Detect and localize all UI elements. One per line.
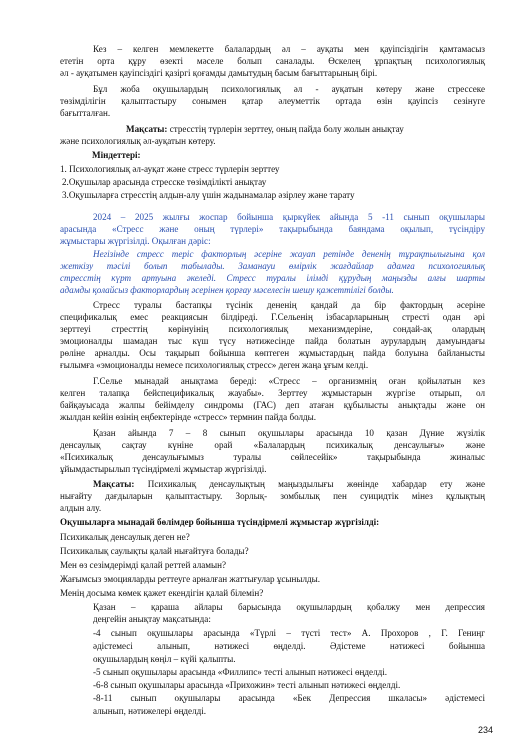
task-item-2: 2.Оқушылар арасында стресске төзімділікті анықтау (62, 177, 267, 187)
test-line-5: -6-8 сынып оқушылары арасында «Прихожин» тесті алынып нәтижесі өңделді. (93, 680, 401, 690)
p3-line-2: спецификалық емес реакциясын білдіреді. Г.Сельенің ізбасарларының стресті одан әрі (60, 312, 485, 322)
goal-line (126, 124, 404, 135)
question-item-2: Психикалық саулықты қалай нығайтуға болады? (60, 546, 249, 556)
question-item-4: Жағымсыз эмоцияларды реттеуге арналған жаттығулар ұсынылды. (60, 574, 321, 584)
italic-line-2: жеткізу тәсілі болып табылады. Заманауи өмірлік жағдайлар адамға психологиялық (60, 261, 485, 271)
test-line-1: -4 сынып оқушылары арасында «Түрлі – түсті тест» А. Прохоров , Г. Гениңг (93, 628, 485, 638)
p6-goal-text: Психикалық денсаулықтың маңыздылығы жөнінде хабардар ету және (134, 479, 485, 489)
task-item-1: 1. Психологиялық әл-ауқат және стресс түрлерін зерттеу (60, 164, 280, 174)
p6-line-2: нығайту дағдыларын қалыптастыру. Зорлық- зомбылық пен суицидтік мінез құлықтың (60, 491, 485, 501)
p2-line-2: төзімділігін қалыптастыру сонымен қатар әлеуметтік ортада өзін қауіпсіз сезінуге (60, 96, 485, 106)
p4-line-2: келген талапқа бейспецификалық жауабы». Зерттеу жұмыстарын жүргізе отырып, ол (60, 388, 485, 398)
p7-line-2: деңгейін анықтау мақсатында: (93, 614, 211, 624)
page-number: 234 (478, 725, 494, 735)
question-item-1: Психикалық денсаулық деген не? (60, 532, 190, 542)
p2-line-3: бағытталған. (60, 108, 111, 118)
question-item-5: Менің досыма көмек қажет екендігін қалай білемін? (60, 588, 264, 598)
p3-line-1: Стресс туралы бастапқы түсінік дененің қандай да бір фактордың әсеріне (93, 300, 485, 310)
test-line-6: -8-11 сынып оқушылары арасында «Бек Депрессия шкаласы» әдістемесі (93, 693, 485, 703)
p5-line-4: ұйымдастырылып түсіндірмелі жұмыстар жүргізілді. (60, 464, 267, 474)
italic-line-1: Негізінде стресс теріс факторлың әсеріне жауап ретінде дененің тұрақтылығына қол (93, 249, 485, 259)
p6-goal-label: Мақсаты: (93, 479, 135, 489)
p1-line-2: ететін орта құру өзекті мәселе болып саналады. Өскелең ұрпақтың психологиялық (60, 56, 485, 66)
test-line-3: оқушылардың көңіл – күйі қалыпты. (93, 654, 236, 664)
p4-line-1: Г.Селье мынадай анықтама береді: «Стресс – организмнің оған қойылатын кез (93, 376, 485, 386)
goal-line-2: және психологиялық әл-ауқатын көтеру. (60, 136, 216, 146)
italic-line-3: стресстің күрт артуына әкеледі. Стресс туралы ілімді құрудың маңызды алғы шарты (60, 273, 485, 283)
p3-line-6: ғылымға «эмоционалды немесе психологиялық стресс» деген жаңа ұғым келді. (60, 360, 369, 370)
p2-line-1: Бұл жоба оқушылардың психологиялық әл - ауқатын көтеру және стрессеке (93, 84, 485, 94)
p1-line-3: әл - ауқатымен қауіпсіздігі қазіргі қоғамды дамытудың басым бағыттарының бірі. (60, 68, 378, 78)
goal-text: стресстің түрлерін зерттеу, оның пайда болу жолын анықтау (167, 124, 404, 134)
sections-heading: Оқушыларға мынадай бөлімдер бойынша түсіндірмелі жұмыстар жүргізілді: (60, 517, 380, 527)
tasks-title: Міндеттері: (92, 150, 141, 160)
p4-line-4: жылдан кейін өзінің еңбектерінде «стресс» термнин пайда болды. (60, 412, 317, 422)
p3-line-3: зерттеуі стресттің көрінуінің психологиялық механизмдеріне, сондай-ақ олардың (60, 324, 485, 334)
test-line-2: әдістемесі алынып, нәтижесі өңделді. Әдістеме нәтижесі бойынша (93, 641, 485, 651)
p3-line-5: рөліне арналды. Осы тақырып бойынша көптеген жұмыстардың пайда болуына байланысты (60, 348, 485, 358)
p7-line-1: Қазан – қараша айлары барысында оқушылардың қобалжу мен депрессия (93, 602, 485, 612)
blue-line-1: 2024 – 2025 жылғы жоспар бойынша қыркүйек айында 5 -11 сынып оқушылары (93, 212, 485, 222)
p1-line-1: Кез – келген мемлекетте балалардың әл – ауқаты мен қауіпсіздігін қамтамасыз (93, 44, 485, 54)
blue-line-2: арасында «Стресс және оның түрлері» тақырыбында баяндама оқылып, түсіндіру (60, 224, 485, 234)
p3-line-4: эмоционалды шамадан тыс күш түсу нәтижесінде пайда болатын аурулардың дамуындағы (60, 336, 485, 346)
goal-label: Мақсаты: (126, 124, 168, 134)
p4-line-3: байқауысада жалпы бейімделу синдромы (ГАС) деп атаған құбылысты анықтады және он (60, 400, 485, 410)
p6-line-1 (93, 479, 485, 490)
p5-line-2: денсаулық сақтау күніне орай «Балалардың психикалық денсаулығы» және (60, 440, 485, 450)
p6-line-3: алдын алу. (60, 503, 102, 513)
test-line-4: -5 сынып оқушылары арасында «Филлипс» тесті алынып нәтижесі өңделді. (93, 667, 388, 677)
p5-line-1: Қазан айында 7 – 8 сынып оқушылары арасында 10 қазан Дүние жүзілік (93, 428, 485, 438)
task-item-3: 3.Оқушыларға стресстің алдын-алу үшін жадынамалар әзірлеу және тарату (62, 190, 355, 200)
question-item-3: Мен өз сезімдерімді қалай реттей аламын? (60, 560, 227, 570)
italic-line-4: адамды қолайсыз факторлардың әсерінен қорғау мәселесін шешу қажеттілігі болды. (60, 285, 394, 295)
p5-line-3: «Психикалық денсаулығымыз туралы сөйлесейік» тақырыбында жиналыс (60, 452, 485, 462)
test-line-7: алынып, нәтижелері өңделді. (93, 706, 207, 716)
blue-line-3: жұмыстары жүргізілді. Оқылған дәріс: (60, 236, 211, 246)
